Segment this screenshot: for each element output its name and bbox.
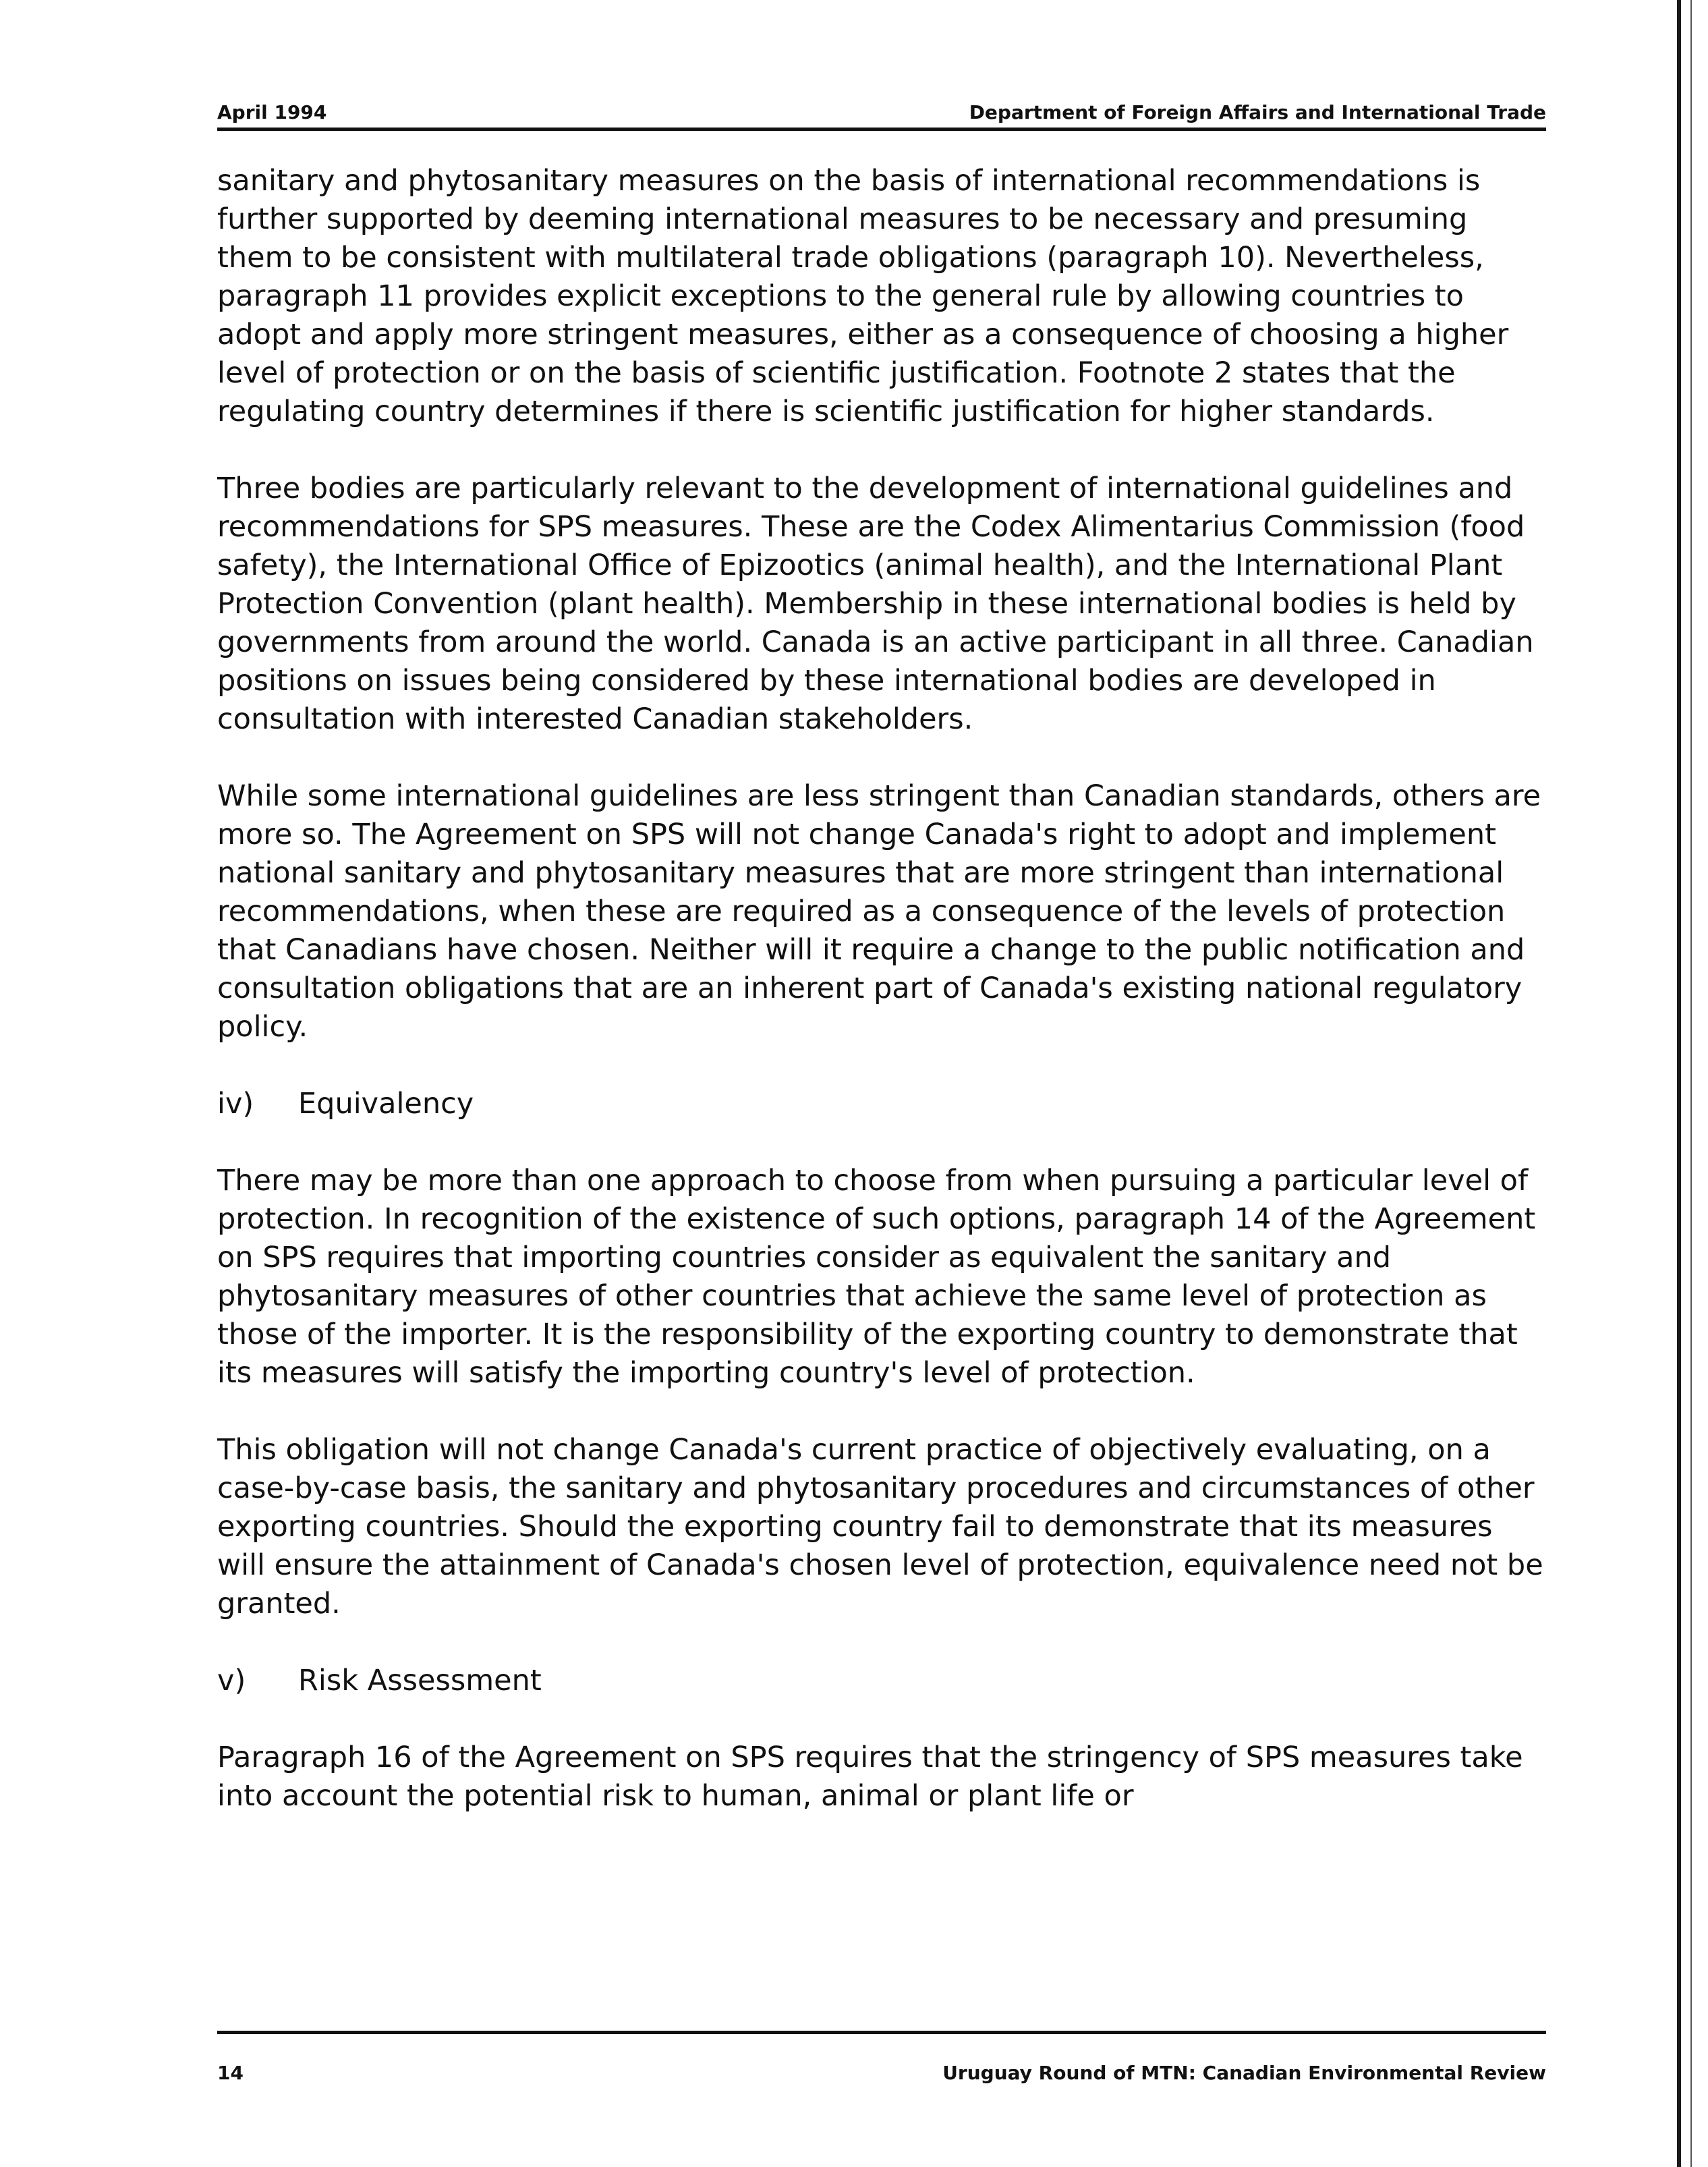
page-footer: [217, 2062, 1546, 2084]
paragraph-5: This obligation will not change Canada's current practice of objectively evaluating, on a case-by-case basis, the sanitary and phytosanitary procedures and circumstances of other exporting countries. Should the exporting country fail to demonstrate that its measures will ensure the attainment of Canada's chosen level of protection, equivalence need not be granted.: [217, 1433, 1543, 1621]
scan-edge: [1677, 0, 1681, 2167]
paragraph-1: sanitary and phytosanitary measures on the basis of international recommendations is further supported by deeming international measures to be necessary and presuming them to be consistent with multilateral trade obligations (paragraph 10). Nevertheless, paragraph 11 provides explicit exceptions to the general rule by allowing countries to adopt and apply more stringent measures, either as a consequence of choosing a higher level of protection or on the basis of scientific justification. Footnote 2 states that the regulating country determines if there is scientific justification for higher standards.: [217, 164, 1509, 428]
paragraph-2: Three bodies are particularly relevant to the development of international guidelines and recommendations for SPS measures. These are the Codex Alimentarius Commission (food safety), the International Office of Epizootics (animal health), and the International Plant Protection Convention (plant health). Membership in these international bodies is held by governments from around the world. Canada is an active participant in all three. Canadian positions on issues being considered by these international bodies are developed in consultation with interested Canadian stakeholders.: [217, 472, 1534, 736]
scan-edge-thin: [1690, 0, 1692, 2167]
section-number: iv): [217, 1087, 254, 1121]
header-date: April 1994: [217, 101, 327, 123]
paragraph-4: There may be more than one approach to choose from when pursuing a particular level of protection. In recognition of the existence of such options, paragraph 14 of the Agreement on SPS requires that importing countries consider as equivalent the sanitary and phytosanitary measures of other countries that achieve the same level of protection as those of the importer. It is the responsibility of the exporting country to demonstrate that its measures will satisfy the importing country's level of protection.: [217, 1164, 1536, 1390]
section-title: Risk Assessment: [298, 1664, 542, 1697]
footer-publication: Uruguay Round of MTN: Canadian Environmental Review: [942, 2062, 1546, 2084]
document-page: [217, 101, 1546, 1854]
paragraph-6: Paragraph 16 of the Agreement on SPS requires that the stringency of SPS measures take into account the potential risk to human, animal or plant life or: [217, 1741, 1523, 1813]
page-content: [217, 162, 1546, 1816]
section-title: Equivalency: [298, 1087, 474, 1121]
section-number: v): [217, 1664, 246, 1697]
paragraph-3: While some international guidelines are less stringent than Canadian standards, others are more so. The Agreement on SPS will not change Canada's right to adopt and implement national sanitary and phytosanitary measures that are more stringent than international recommendations, when these are required as a consequence of the levels of protection that Canadians have chosen. Neither will it require a change to the public notification and consultation obligations that are an inherent part of Canada's existing national regulatory policy.: [217, 779, 1541, 1044]
page-number: 14: [217, 2062, 244, 2084]
section-heading-equivalency: [217, 1085, 1546, 1123]
footer-rule: [217, 2031, 1546, 2034]
header-department: Department of Foreign Affairs and International Trade: [969, 101, 1546, 123]
section-heading-risk-assessment: [217, 1662, 1546, 1700]
page-header: [217, 101, 1546, 131]
